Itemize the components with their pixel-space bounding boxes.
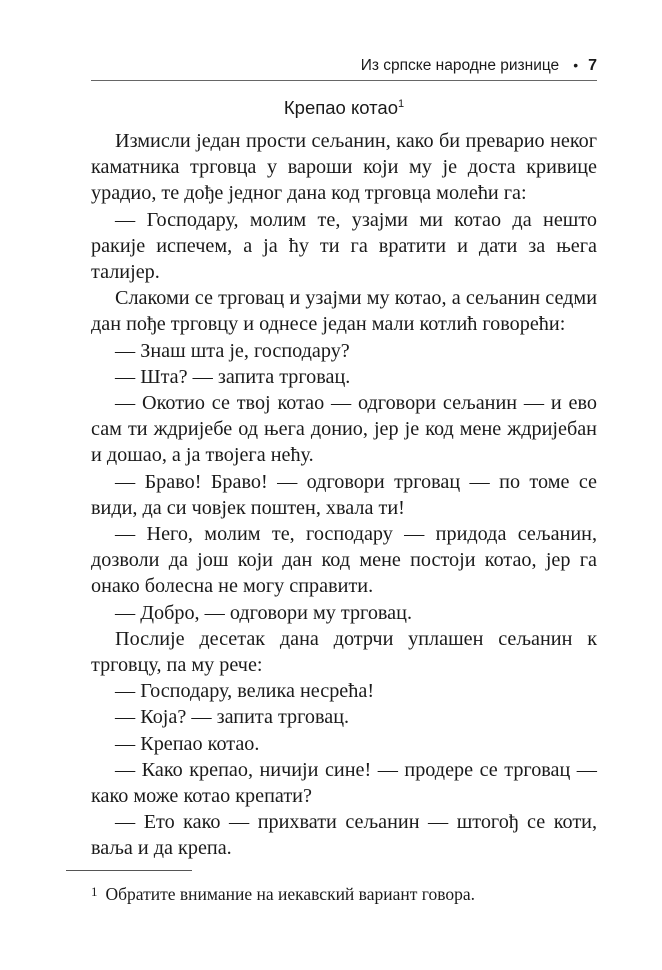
header-rule [91, 80, 597, 81]
paragraph: — Ето како — прихвати сељанин — штогођ се коти, ваља и да крепа. [91, 811, 597, 860]
footnote-text: Обратите внимание на иекавский вариант говора. [105, 884, 476, 904]
running-header [91, 52, 597, 78]
footnote-rule [66, 870, 192, 871]
paragraph: — Господару, велика несрећа! [115, 680, 375, 703]
story-title-text: Крепао котао [283, 97, 398, 118]
paragraph: — Шта? — запита трговац. [115, 365, 351, 388]
header-bullet: • [573, 57, 579, 73]
paragraph: — Браво! Браво! — одговори трговац — по томе се види, да си човјек поштен, хвала ти! [91, 470, 597, 519]
story-title [91, 95, 597, 121]
paragraph: — Господару, молим те, узајми ми котао да нешто ракије испечем, а ја ћу ти га вратити и дати за њега талијер. [91, 208, 597, 284]
paragraph: Измисли један прости сељанин, како би преварио неког каматника трговца у вароши који му је доста кривице урадио, те дође једног дана код трговца молећи га: [91, 130, 597, 205]
paragraph: — Окотио се твој котао — одговори сељанин — и ево сам ти ждријебе од њега донио, јер је код мене ждријебан и дошао, а ја твојега нећу. [91, 392, 597, 467]
running-title: Из српске народне ризнице [360, 57, 560, 74]
page-number: 7 [588, 57, 597, 74]
footnote [91, 880, 597, 906]
footnote-reference: 1 [398, 98, 405, 110]
story-body [91, 128, 597, 862]
paragraph: Послије десетак дана дотрчи уплашен сељанин к трговцу, па му рече: [91, 627, 597, 677]
paragraph: — Која? — запита трговац. [115, 706, 350, 729]
paragraph: — Него, молим те, господару — придода сељанин, дозволи да још који дан код мене постоји котао, јер га онако болесна не могу справити. [91, 523, 597, 598]
paragraph: — Крепао котао. [115, 732, 260, 755]
paragraph: — Добро, — одговори му трговац. [115, 601, 412, 624]
footnote-mark: 1 [91, 884, 98, 899]
paragraph: — Знаш шта је, господару? [115, 339, 350, 362]
paragraph: — Како крепао, ничији сине! — продере се трговац — како може котао крепати? [91, 758, 597, 808]
paragraph: Слакоми се трговац и узајми му котао, а сељанин седми дан пође трговцу и однесе један мали котлић говорећи: [91, 287, 597, 336]
